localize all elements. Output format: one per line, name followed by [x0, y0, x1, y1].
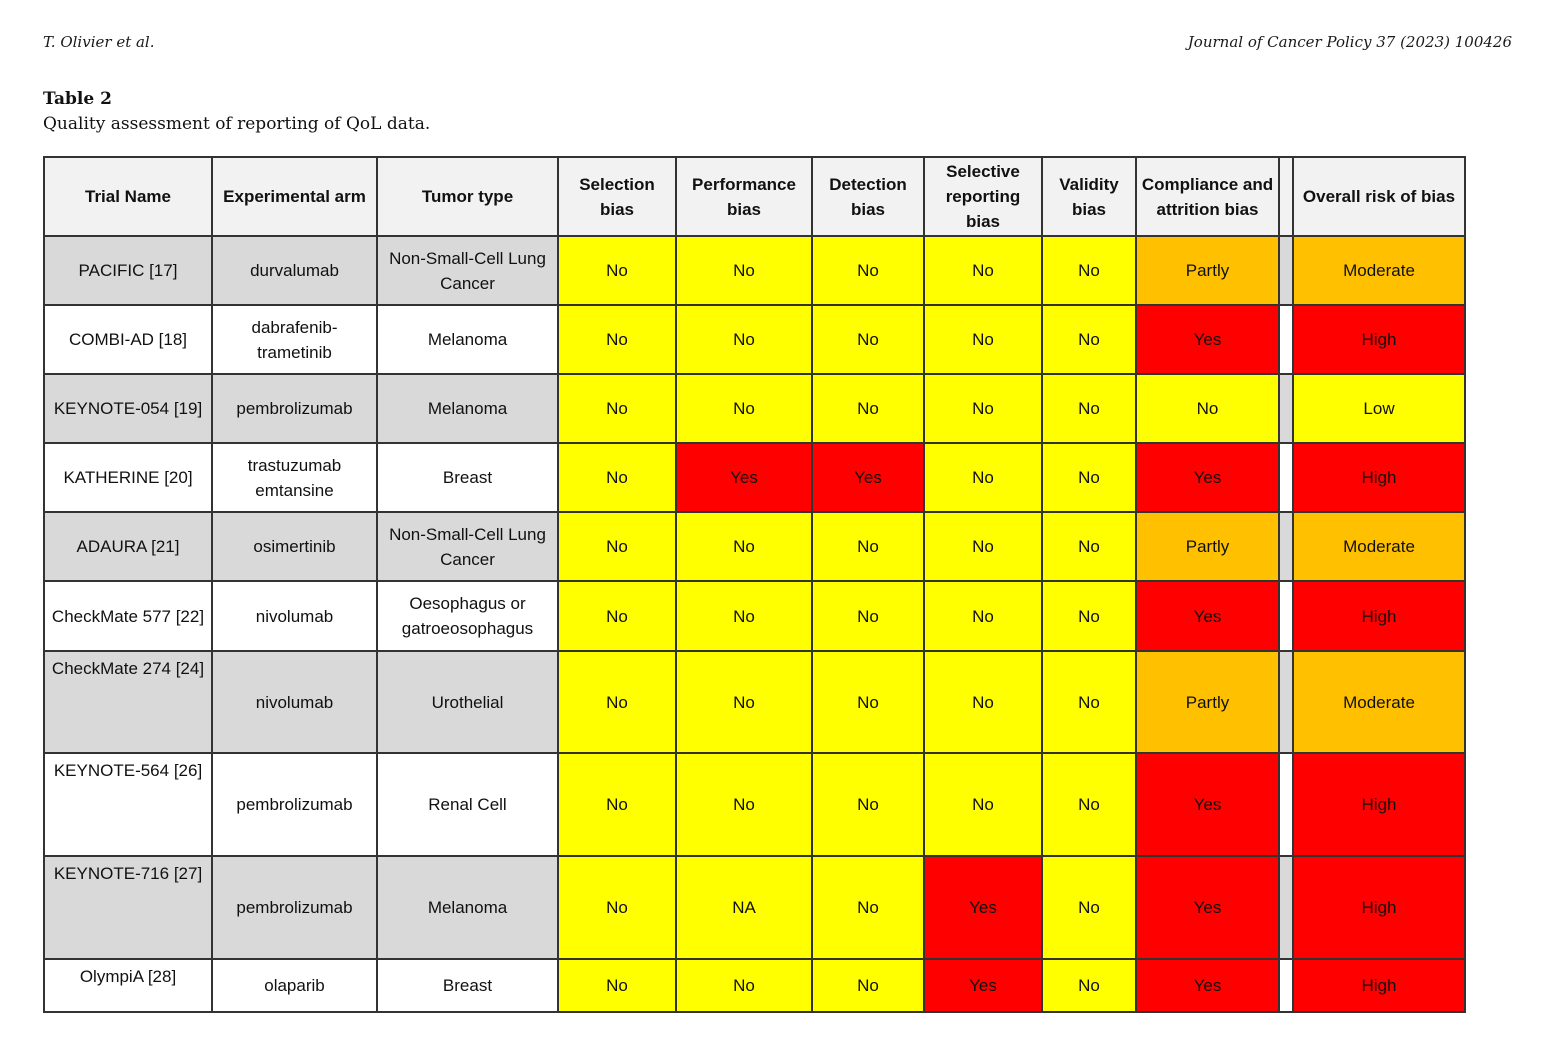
cell-selection-bias: No [558, 959, 676, 1012]
cell-trial-name: KEYNOTE-564 [26] [44, 753, 212, 856]
header-selective-reporting-bias: Selective reporting bias [924, 157, 1042, 236]
cell-detection-bias: No [812, 581, 924, 651]
cell-selection-bias: No [558, 236, 676, 305]
cell-experimental-arm: dabrafenib-trametinib [212, 305, 377, 374]
table-row [44, 959, 1465, 1012]
cell-selective-reporting-bias: No [924, 305, 1042, 374]
header-selection-bias: Selection bias [558, 157, 676, 236]
header-validity-bias: Validity bias [1042, 157, 1136, 236]
cell-detection-bias: No [812, 651, 924, 753]
cell-compliance-attrition-bias: Yes [1136, 753, 1279, 856]
header-trial-name: Trial Name [44, 157, 212, 236]
cell-overall-risk: High [1293, 959, 1465, 1012]
cell-overall-risk: Low [1293, 374, 1465, 443]
cell-compliance-attrition-bias: Yes [1136, 581, 1279, 651]
cell-tumor-type: Non-Small-Cell Lung Cancer [377, 236, 558, 305]
table-row [44, 512, 1465, 581]
cell-trial-name: COMBI-AD [18] [44, 305, 212, 374]
cell-trial-name: CheckMate 274 [24] [44, 651, 212, 753]
cell-selective-reporting-bias: No [924, 753, 1042, 856]
table-row [44, 651, 1465, 753]
cell-validity-bias: No [1042, 581, 1136, 651]
cell-spacer [1279, 651, 1293, 753]
cell-performance-bias: No [676, 581, 812, 651]
cell-compliance-attrition-bias: Partly [1136, 236, 1279, 305]
cell-tumor-type: Melanoma [377, 305, 558, 374]
cell-tumor-type: Breast [377, 959, 558, 1012]
cell-spacer [1279, 581, 1293, 651]
cell-selection-bias: No [558, 753, 676, 856]
cell-spacer [1279, 959, 1293, 1012]
cell-spacer [1279, 856, 1293, 959]
cell-overall-risk: Moderate [1293, 651, 1465, 753]
cell-validity-bias: No [1042, 651, 1136, 753]
cell-tumor-type: Melanoma [377, 856, 558, 959]
cell-tumor-type: Melanoma [377, 374, 558, 443]
cell-selective-reporting-bias: No [924, 236, 1042, 305]
cell-performance-bias: No [676, 959, 812, 1012]
header-experimental-arm: Experimental arm [212, 157, 377, 236]
cell-selection-bias: No [558, 581, 676, 651]
cell-trial-name: PACIFIC [17] [44, 236, 212, 305]
cell-detection-bias: No [812, 959, 924, 1012]
table-row [44, 753, 1465, 856]
cell-experimental-arm: durvalumab [212, 236, 377, 305]
cell-compliance-attrition-bias: Yes [1136, 305, 1279, 374]
cell-selection-bias: No [558, 305, 676, 374]
header-detection-bias: Detection bias [812, 157, 924, 236]
cell-detection-bias: No [812, 856, 924, 959]
cell-spacer [1279, 512, 1293, 581]
header-tumor-type: Tumor type [377, 157, 558, 236]
cell-overall-risk: High [1293, 581, 1465, 651]
table-header-row [44, 157, 1465, 236]
cell-performance-bias: No [676, 651, 812, 753]
cell-tumor-type: Urothelial [377, 651, 558, 753]
cell-overall-risk: Moderate [1293, 236, 1465, 305]
cell-selection-bias: No [558, 512, 676, 581]
cell-selection-bias: No [558, 856, 676, 959]
table-row [44, 856, 1465, 959]
cell-detection-bias: No [812, 753, 924, 856]
cell-experimental-arm: pembrolizumab [212, 856, 377, 959]
cell-selective-reporting-bias: No [924, 443, 1042, 512]
cell-spacer [1279, 305, 1293, 374]
cell-validity-bias: No [1042, 753, 1136, 856]
cell-trial-name: OlympiA [28] [44, 959, 212, 1012]
cell-trial-name: CheckMate 577 [22] [44, 581, 212, 651]
cell-experimental-arm: nivolumab [212, 581, 377, 651]
table-row [44, 374, 1465, 443]
cell-performance-bias: No [676, 305, 812, 374]
cell-validity-bias: No [1042, 305, 1136, 374]
cell-tumor-type: Breast [377, 443, 558, 512]
table-row [44, 236, 1465, 305]
cell-selective-reporting-bias: Yes [924, 856, 1042, 959]
cell-selective-reporting-bias: No [924, 651, 1042, 753]
cell-selective-reporting-bias: No [924, 374, 1042, 443]
table-row [44, 305, 1465, 374]
cell-tumor-type: Renal Cell [377, 753, 558, 856]
header-spacer [1279, 157, 1293, 236]
cell-compliance-attrition-bias: Yes [1136, 443, 1279, 512]
table-body [44, 236, 1465, 1012]
cell-selective-reporting-bias: No [924, 581, 1042, 651]
cell-performance-bias: Yes [676, 443, 812, 512]
cell-experimental-arm: pembrolizumab [212, 753, 377, 856]
table-row [44, 581, 1465, 651]
cell-spacer [1279, 236, 1293, 305]
cell-validity-bias: No [1042, 959, 1136, 1012]
cell-spacer [1279, 753, 1293, 856]
cell-trial-name: KEYNOTE-054 [19] [44, 374, 212, 443]
cell-performance-bias: No [676, 236, 812, 305]
cell-performance-bias: No [676, 374, 812, 443]
cell-overall-risk: High [1293, 305, 1465, 374]
header-overall-risk: Overall risk of bias [1293, 157, 1465, 236]
table-description: Quality assessment of reporting of QoL data. [43, 114, 431, 134]
cell-tumor-type: Oesophagus or gatroeosophagus [377, 581, 558, 651]
header-performance-bias: Performance bias [676, 157, 812, 236]
cell-spacer [1279, 443, 1293, 512]
table-row [44, 443, 1465, 512]
cell-compliance-attrition-bias: Partly [1136, 651, 1279, 753]
cell-performance-bias: NA [676, 856, 812, 959]
cell-compliance-attrition-bias: Yes [1136, 856, 1279, 959]
cell-validity-bias: No [1042, 443, 1136, 512]
cell-selection-bias: No [558, 374, 676, 443]
cell-compliance-attrition-bias: Yes [1136, 959, 1279, 1012]
cell-validity-bias: No [1042, 856, 1136, 959]
cell-selective-reporting-bias: No [924, 512, 1042, 581]
quality-assessment-table [43, 156, 1466, 1013]
cell-detection-bias: No [812, 305, 924, 374]
cell-experimental-arm: trastuzumab emtansine [212, 443, 377, 512]
cell-detection-bias: No [812, 374, 924, 443]
cell-compliance-attrition-bias: Partly [1136, 512, 1279, 581]
cell-overall-risk: High [1293, 856, 1465, 959]
header-compliance-attrition-bias: Compliance and attrition bias [1136, 157, 1279, 236]
cell-experimental-arm: osimertinib [212, 512, 377, 581]
cell-performance-bias: No [676, 753, 812, 856]
table-caption [43, 87, 430, 137]
cell-trial-name: KEYNOTE-716 [27] [44, 856, 212, 959]
cell-compliance-attrition-bias: No [1136, 374, 1279, 443]
cell-experimental-arm: pembrolizumab [212, 374, 377, 443]
cell-selection-bias: No [558, 651, 676, 753]
cell-overall-risk: High [1293, 753, 1465, 856]
cell-trial-name: KATHERINE [20] [44, 443, 212, 512]
running-head-authors: T. Olivier et al. [43, 33, 155, 51]
cell-spacer [1279, 374, 1293, 443]
cell-selective-reporting-bias: Yes [924, 959, 1042, 1012]
cell-validity-bias: No [1042, 512, 1136, 581]
cell-detection-bias: Yes [812, 443, 924, 512]
table-label: Table 2 [43, 89, 112, 109]
cell-tumor-type: Non-Small-Cell Lung Cancer [377, 512, 558, 581]
cell-experimental-arm: nivolumab [212, 651, 377, 753]
cell-validity-bias: No [1042, 374, 1136, 443]
running-head-journal: Journal of Cancer Policy 37 (2023) 100426 [1187, 33, 1512, 51]
cell-detection-bias: No [812, 236, 924, 305]
cell-experimental-arm: olaparib [212, 959, 377, 1012]
cell-detection-bias: No [812, 512, 924, 581]
cell-validity-bias: No [1042, 236, 1136, 305]
cell-overall-risk: Moderate [1293, 512, 1465, 581]
cell-selection-bias: No [558, 443, 676, 512]
cell-trial-name: ADAURA [21] [44, 512, 212, 581]
cell-performance-bias: No [676, 512, 812, 581]
cell-overall-risk: High [1293, 443, 1465, 512]
